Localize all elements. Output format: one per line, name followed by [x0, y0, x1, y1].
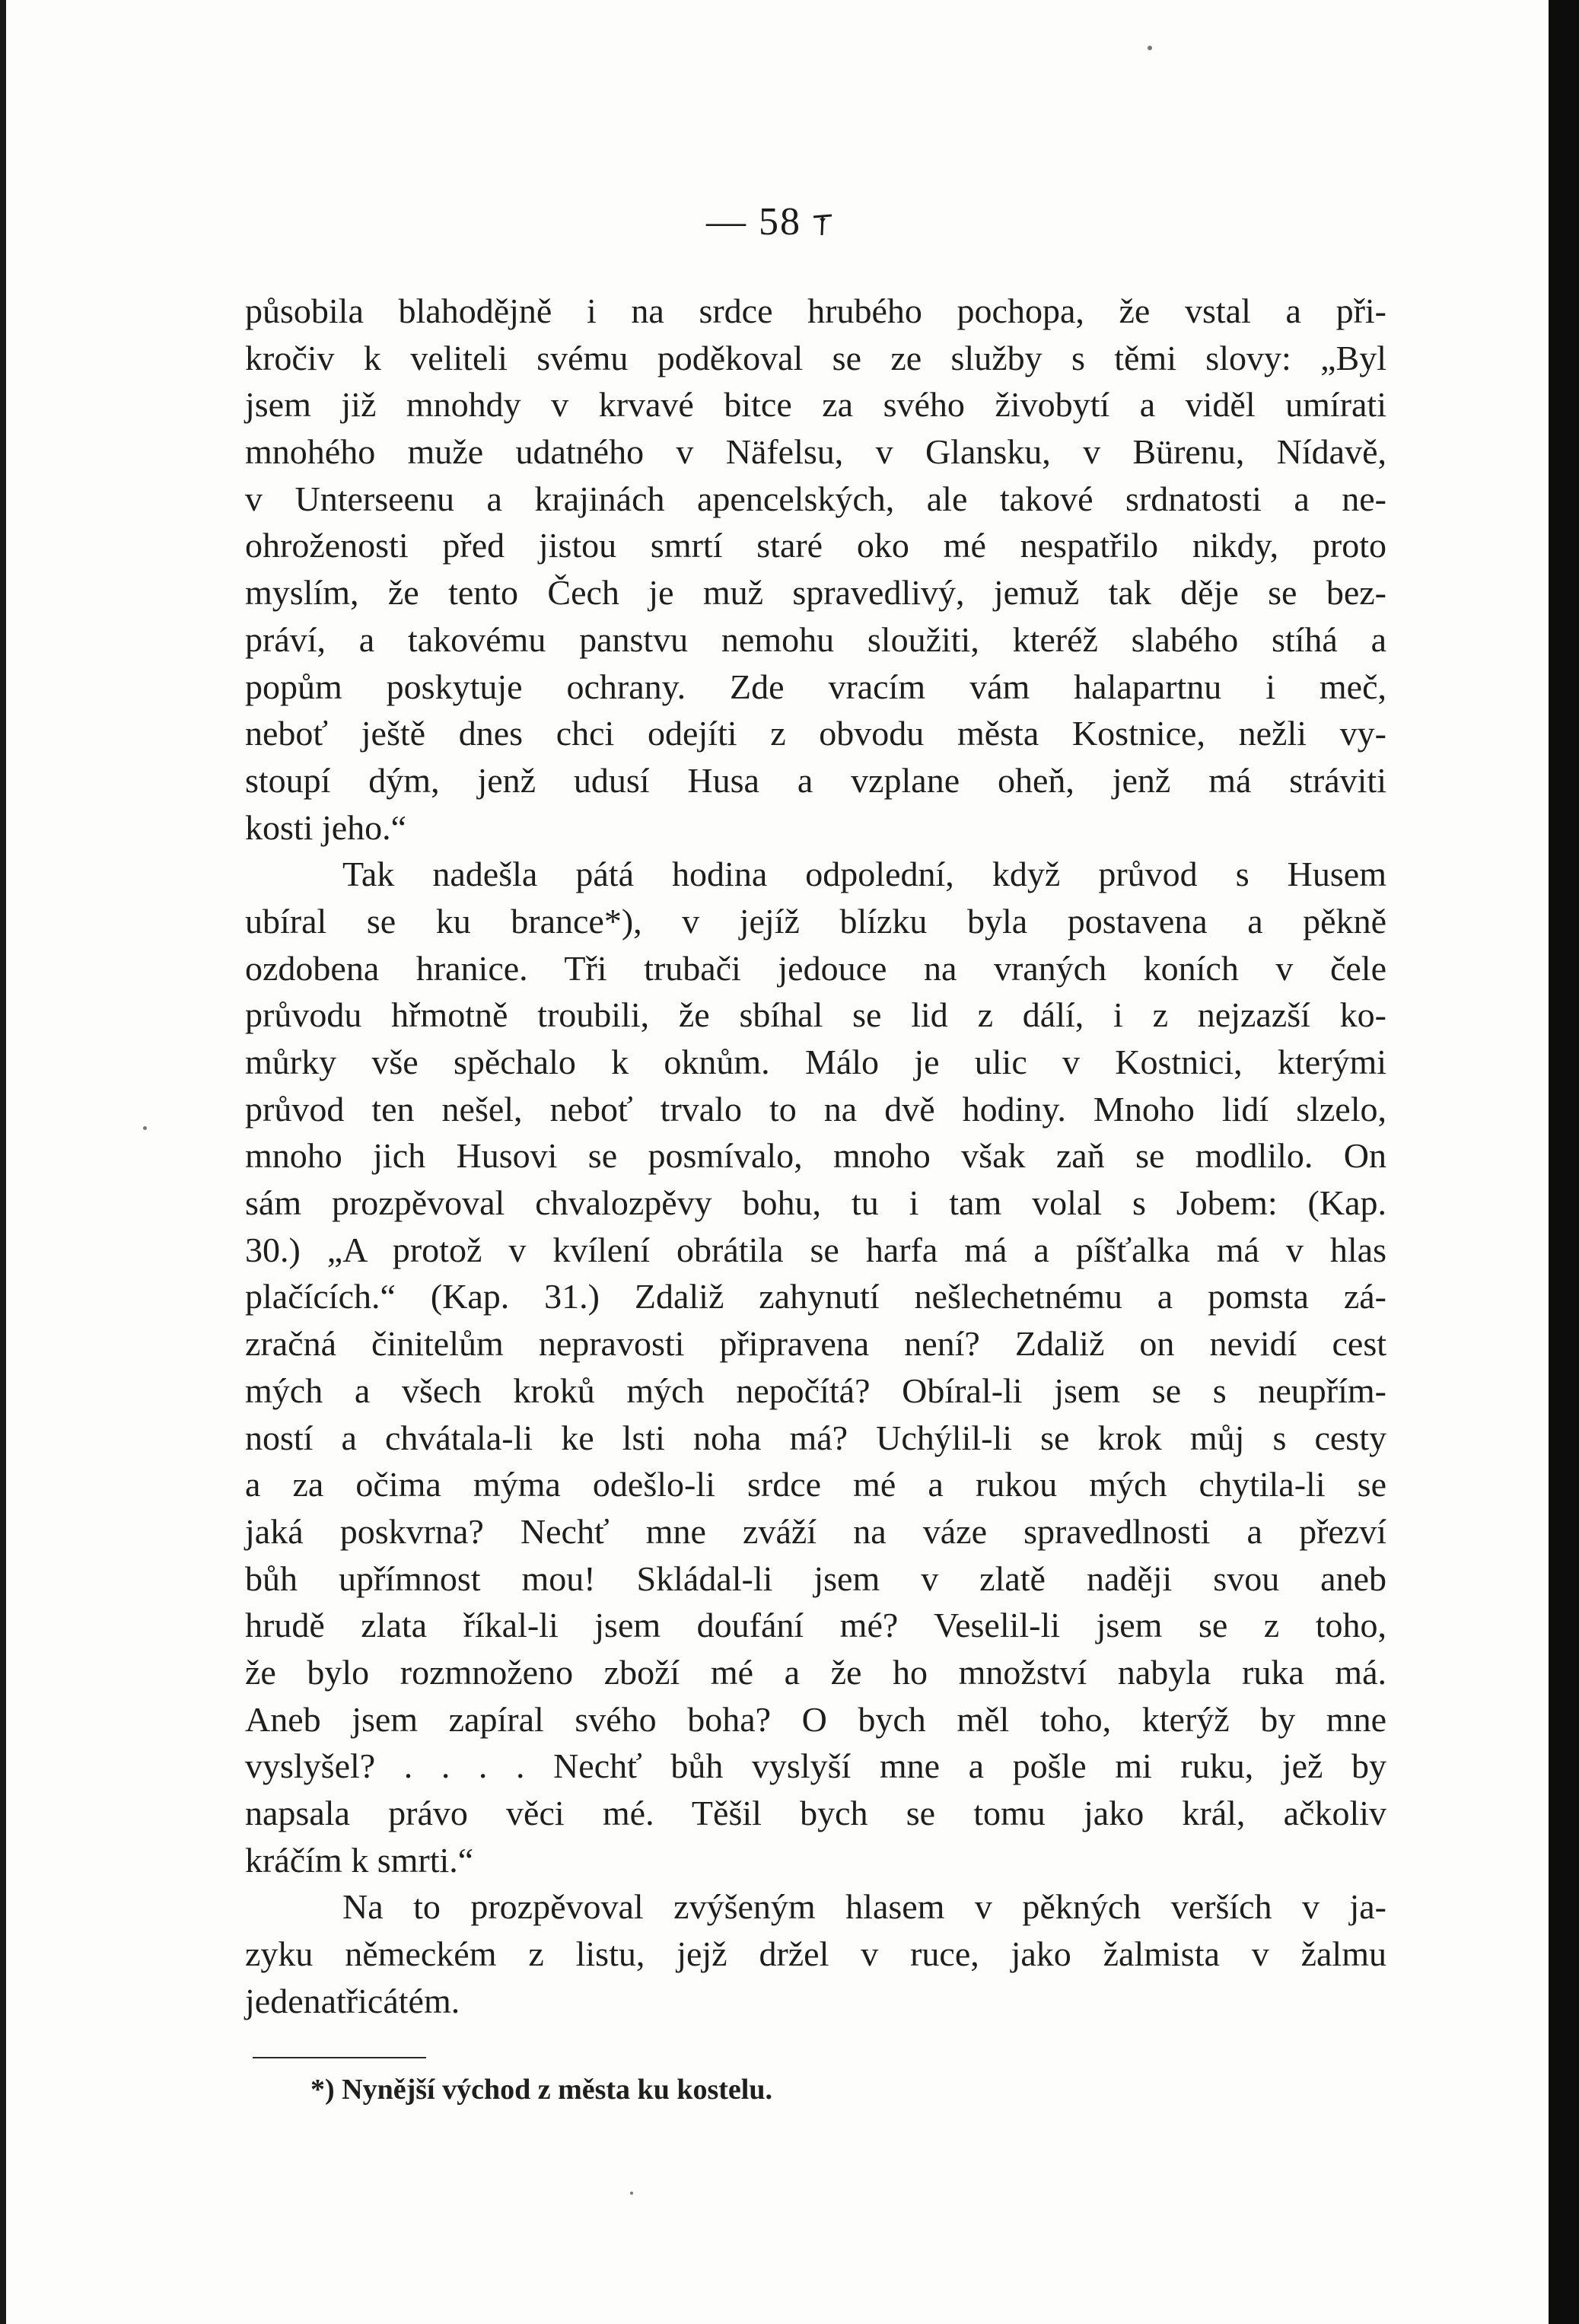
paper-speck [143, 1126, 147, 1130]
paragraph-1 [245, 288, 1386, 851]
text-line: popům poskytuje ochrany. Zde vracím vám halapartnu i meč, [245, 667, 1386, 706]
text-line: hrudě zlata říkal-li jsem doufání mé? Veselil-li jsem se z toho, [245, 1606, 1386, 1645]
text-line: jedenatřicátém. [245, 1981, 460, 2020]
text-line: jaká poskvrna? Nechť mne zváží na váze spravedlnosti a přezví [245, 1511, 1386, 1551]
paragraph-2 [245, 851, 1386, 1883]
paper-speck [1148, 46, 1152, 50]
text-line: kročiv k veliteli svému poděkoval se ze služby s těmi slovy: „Byl [245, 338, 1386, 377]
page-number-label: — 58 [706, 200, 801, 244]
book-page [6, 0, 1555, 2324]
text-line: mnohého muže udatného v Näfelsu, v Glansku, v Bürenu, Nídavě, [245, 432, 1386, 472]
text-line: můrky vše spěchalo k oknům. Málo je ulic v Kostnici, kterými [245, 1043, 1386, 1081]
text-line: působila blahodějně i na srdce hrubého pochopa, že vstal a při- [245, 291, 1386, 330]
text-line: plačících.“ (Kap. 31.) Zdaliž zahynutí nešlechetnému a pomsta zá- [245, 1277, 1386, 1316]
paragraph-3 [245, 1883, 1386, 2024]
text-line: zyku německém z listu, jejž držel v ruce, jako žalmista v žalmu [245, 1934, 1386, 1974]
text-line: ozdobena hranice. Tři trubači jedouce na vraných koních v čele [245, 948, 1386, 988]
text-line: neboť ještě dnes chci odejíti z obvodu města Kostnice, nežli vy- [245, 714, 1386, 753]
text-line: vyslyšel? . . . . Nechť bůh vyslyší mne a pošle mi ruku, jež by [245, 1746, 1386, 1786]
text-line: průvodu hřmotně troubili, že sbíhal se lid z dálí, i z nejzazší ko- [245, 995, 1386, 1035]
text-line: stoupí dým, jenž udusí Husa a vzplane oheň, jenž má stráviti [245, 760, 1386, 800]
text-line: mých a všech kroků mých nepočítá? Obíral-li jsem se s neupřím- [245, 1371, 1386, 1410]
text-line: práví, a takovému panstvu nemohu sloužiti, kteréž slabého stíhá a [245, 619, 1386, 659]
text-line: ohroženosti před jistou smrtí staré oko mé nespatřilo nikdy, proto [245, 526, 1386, 565]
text-line: Tak nadešla pátá hodina odpolední, když průvod s Husem [342, 855, 1386, 894]
text-line: zračná činitelům nepravosti připravena není? Zdaliž on nevidí cest [245, 1324, 1386, 1364]
text-line: kráčím k smrti.“ [245, 1840, 474, 1880]
text-line: bůh upřímnost mou! Skládal-li jsem v zlatě naději svou aneb [245, 1558, 1386, 1598]
text-line: a za očima mýma odešlo-li srdce mé a rukou mých chytila-li se [245, 1465, 1386, 1504]
body-text [245, 288, 1386, 2024]
text-line: ubíral se ku brance*), v jejíž blízku byla postavena a pěkně [245, 901, 1386, 941]
scan-border [1549, 0, 1579, 2324]
text-line: myslím, že tento Čech je muž spravedlivý, jemuž tak děje se bez- [245, 573, 1386, 613]
footnote-divider [253, 2057, 426, 2058]
page-number [706, 199, 904, 244]
text-line: kosti jeho.“ [245, 807, 407, 847]
text-line: sám prozpěvoval chvalozpěvy bohu, tu i tam volal s Jobem: (Kap. [245, 1183, 1386, 1223]
text-line: v Unterseenu a krajinách apencelských, ale takové srdnatosti a ne- [245, 479, 1386, 518]
text-line: že bylo rozmnoženo zboží mé a že ho množství nabyla ruka má. [245, 1652, 1386, 1692]
text-line: ností a chvátala-li ke lsti noha má? Uchýlil-li se krok můj s cesty [245, 1418, 1386, 1457]
text-line: průvod ten nešel, neboť trvalo to na dvě hodiny. Mnoho lidí slzelo, [245, 1089, 1386, 1129]
paper-speck [630, 2192, 633, 2195]
text-line: Na to prozpěvoval zvýšeným hlasem v pěkných verších v ja- [342, 1887, 1386, 1927]
text-line: mnoho jich Husovi se posmívalo, mnoho však zaň se modlilo. On [245, 1136, 1386, 1176]
text-line: Aneb jsem zapíral svého boha? O bych měl toho, kterýž by mne [245, 1699, 1386, 1739]
text-line: jsem již mnohdy v krvavé bitce za svého živobytí a viděl umírati [245, 385, 1386, 425]
text-line: 30.) „A protož v kvílení obrátila se harfa má a píšťalka má v hlas [245, 1230, 1386, 1269]
text-line: napsala právo věci mé. Těšil bych se tomu jako král, ačkoliv [245, 1794, 1386, 1832]
footnote: *) Nynější východ z města ku kostelu. [310, 2074, 772, 2106]
printer-mark-icon [812, 212, 833, 238]
